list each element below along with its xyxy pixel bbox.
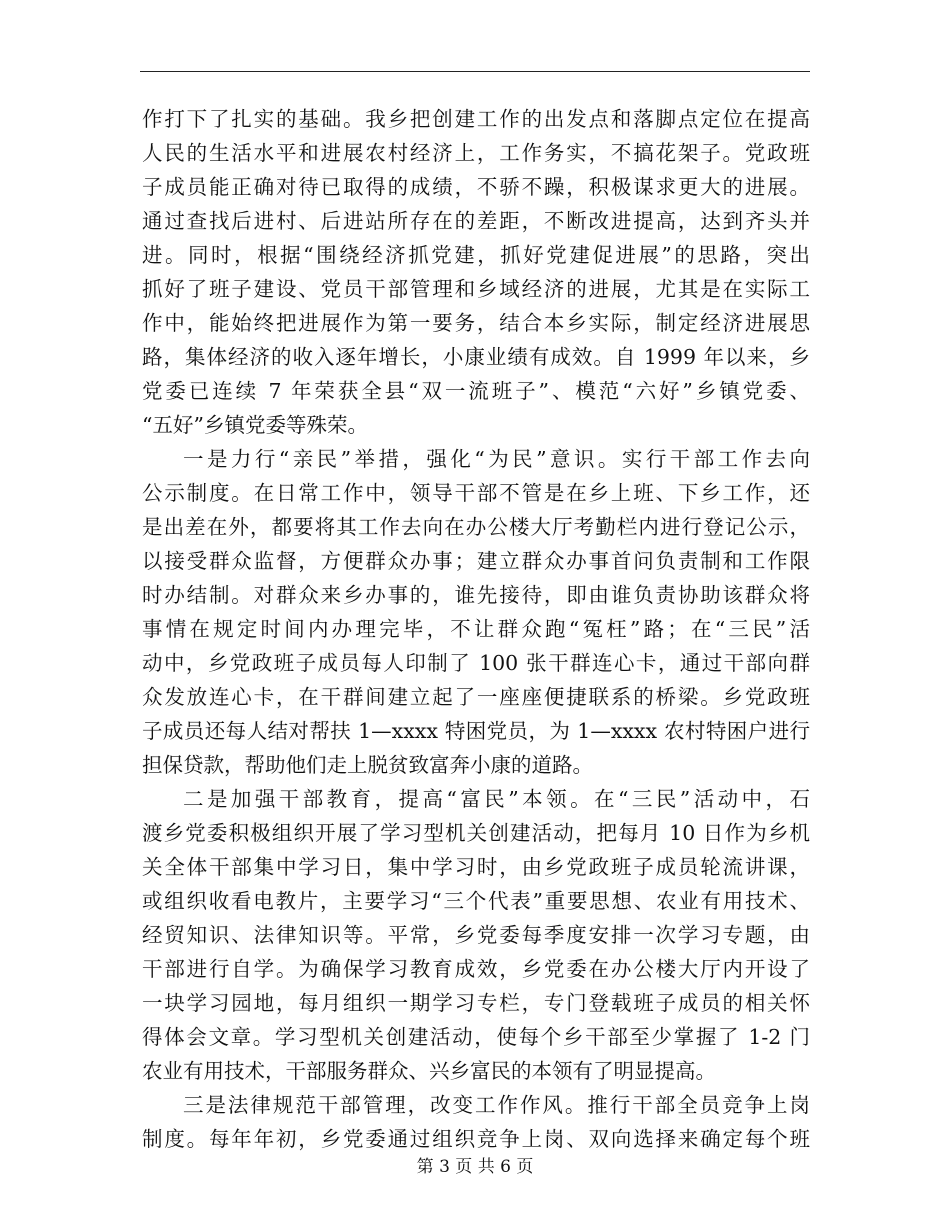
header-rule	[140, 71, 810, 72]
text-line: 子成员能正确对待已取得的成绩，不骄不躁，积极谋求更大的进展。	[142, 175, 810, 199]
page-number-footer: 第 3 页 共 6 页	[416, 1157, 534, 1177]
text-line: 或组织收看电教片，主要学习“三个代表”重要思想、农业有用技术、	[142, 889, 810, 913]
text-line: “五好”乡镇党委等殊荣。	[142, 413, 368, 437]
text-line: 三是法律规范干部管理，改变工作作风。推行干部全员竞争上岗	[183, 1093, 810, 1117]
text-line: 担保贷款，帮助他们走上脱贫致富奔小康的道路。	[142, 753, 593, 777]
text-line: 抓好了班子建设、党员干部管理和乡域经济的进展，尤其是在实际工	[142, 277, 810, 301]
text-line: 关全体干部集中学习日，集中学习时，由乡党政班子成员轮流讲课，	[142, 855, 810, 879]
body-text	[142, 102, 810, 1156]
text-line: 公示制度。在日常工作中，领导干部不管是在乡上班、下乡工作，还	[142, 481, 810, 505]
text-line: 二是加强干部教育，提高“富民”本领。在“三民”活动中，石	[183, 787, 810, 811]
text-line: 动中，乡党政班子成员每人印制了 100 张干群连心卡，通过干部向群	[142, 651, 810, 675]
text-line: 干部进行自学。为确保学习教育成效，乡党委在办公楼大厅内开设了	[142, 957, 810, 981]
text-line: 党委已连续 7 年荣获全县“双一流班子”、模范“六好”乡镇党委、	[142, 379, 810, 403]
text-line: 进。同时，根据“围绕经济抓党建，抓好党建促进展”的思路，突出	[142, 243, 810, 267]
text-line: 一块学习园地，每月组织一期学习专栏，专门登载班子成员的相关怀	[142, 991, 810, 1015]
text-line: 渡乡党委积极组织开展了学习型机关创建活动，把每月 10 日作为乡机	[142, 821, 810, 845]
text-line: 时办结制。对群众来乡办事的，谁先接待，即由谁负责协助该群众将	[142, 583, 810, 607]
text-line: 作打下了扎实的基础。我乡把创建工作的出发点和落脚点定位在提高	[142, 107, 810, 131]
text-line: 路，集体经济的收入逐年增长，小康业绩有成效。自 1999 年以来，乡	[142, 345, 810, 369]
text-line: 一是力行“亲民”举措，强化“为民”意识。实行干部工作去向	[183, 447, 810, 471]
text-line: 是出差在外，都要将其工作去向在办公楼大厅考勤栏内进行登记公示，	[142, 515, 810, 539]
text-line: 经贸知识、法律知识等。平常，乡党委每季度安排一次学习专题，由	[142, 923, 810, 947]
text-line: 人民的生活水平和进展农村经济上，工作务实，不搞花架子。党政班	[142, 141, 810, 165]
text-line: 事情在规定时间内办理完毕，不让群众跑“冤枉”路；在“三民”活	[142, 617, 810, 641]
text-line: 得体会文章。学习型机关创建活动，使每个乡干部至少掌握了 1-2 门	[142, 1025, 810, 1049]
text-line: 通过查找后进村、后进站所存在的差距，不断改进提高，达到齐头并	[142, 209, 810, 233]
text-line: 以接受群众监督，方便群众办事；建立群众办事首问负责制和工作限	[142, 549, 810, 573]
text-line: 制度。每年年初，乡党委通过组织竞争上岗、双向选择来确定每个班	[142, 1127, 810, 1151]
text-line: 农业有用技术，干部服务群众、兴乡富民的本领有了明显提高。	[142, 1059, 716, 1083]
text-line: 作中，能始终把进展作为第一要务，结合本乡实际，制定经济进展思	[142, 311, 810, 335]
text-line: 众发放连心卡，在干群间建立起了一座座便捷联系的桥梁。乡党政班	[142, 685, 810, 709]
text-line: 子成员还每人结对帮扶 1—xxxx 特困党员，为 1—xxxx 农村特困户进行	[142, 719, 810, 743]
